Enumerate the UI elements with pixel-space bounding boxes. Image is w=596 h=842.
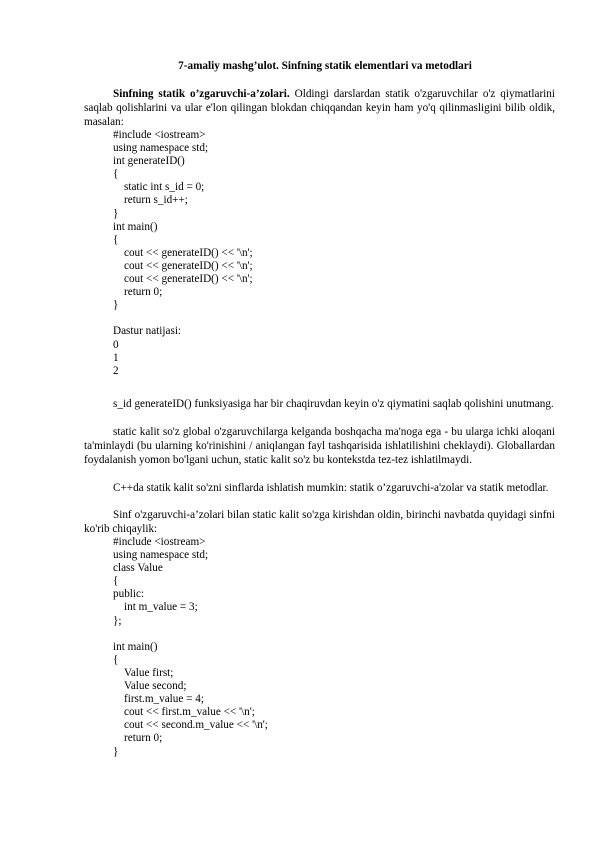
code-line: cout << generateID() << '\n'; [124,246,253,259]
code-line: using namespace std; [113,549,209,562]
code-line: int m_value = 3; [124,601,198,614]
code-line: first.m_value = 4; [124,693,204,706]
paragraph-4: Sinf o'zgaruvchi-a’zolari bilan static kalit so'zga kirishdan oldin, birinchi navbatda quyidagi sinfni ko'rib chiqaylik: [84,509,555,535]
code-line: public: [113,588,145,601]
code-line: int generateID() [113,155,185,168]
code-line: } [113,745,119,758]
code-line: cout << generateID() << '\n'; [124,273,253,286]
intro-paragraph [84,87,555,129]
code-line: class Value [113,562,163,575]
code-line: Value first; [124,666,174,679]
code-line: }; [113,614,122,627]
code-line [113,312,253,325]
code-line: cout << first.m_value << '\n'; [124,706,255,719]
code-block-2 [113,536,268,759]
code-line: Dastur natijasi: [113,325,182,338]
code-line: return 0; [124,732,163,745]
code-line: int main() [113,220,158,233]
code-line: { [113,575,119,588]
intro-heading: Sinfning statik o’zgaruvchi-a’zolari. [113,88,290,100]
code-line: return s_id++; [124,194,188,207]
code-line: static int s_id = 0; [124,181,205,194]
code-block-1 [113,129,253,378]
code-line [113,628,268,641]
code-line: using namespace std; [113,142,209,155]
paragraph-1: s_id generateID() funksiyasiga har bir chaqiruvdan keyin o'z qiymatini saqlab qolishini unutmang. [113,398,554,410]
code-line: 2 [113,364,119,377]
code-line: 0 [113,338,119,351]
code-line: cout << generateID() << '\n'; [124,259,253,272]
code-line: } [113,207,119,220]
paragraph-3: C++da statik kalit so'zni sinflarda ishlatish mumkin: statik o’zgaruvchi-a'zolar va statik metodlar. [113,482,549,494]
code-line: Value second; [124,680,187,693]
code-line: #include <iostream> [113,536,206,548]
code-line: #include <iostream> [113,129,206,141]
code-line: 1 [113,351,119,364]
page-title: 7-amaliy mashg’ulot. Sinfning statik elementlari va metodlari [178,60,472,72]
code-line: { [113,233,119,246]
paragraph-2: static kalit so'z global o'zgaruvchilarga kelganda boshqacha ma'noga ega - bu ularga ichki aloqani ta'minlaydi (bu ularning ko'rinishini / aniqlangan fayl tashqarisida ishlatilishini cheklaydi). Globallardan foydalanish yomon bo'lgani uchun, static kalit so'z bu kontekstda tez-tez ishlatilmaydi. [84,426,555,466]
code-line: return 0; [124,286,163,299]
code-line: } [113,299,119,312]
code-line: int main() [113,640,158,653]
code-line: cout << second.m_value << '\n'; [124,719,268,732]
code-line: { [113,653,119,666]
intro-text: Oldingi darslardan statik o'zgaruvchilar o'z qiymatlarini saqlab qolishlarini va ular e'lon qilingan blokdan chiqqandan keyin ham yo'q qilinmasligini bilib oldik, masalan: [84,88,555,128]
code-line: { [113,168,119,181]
